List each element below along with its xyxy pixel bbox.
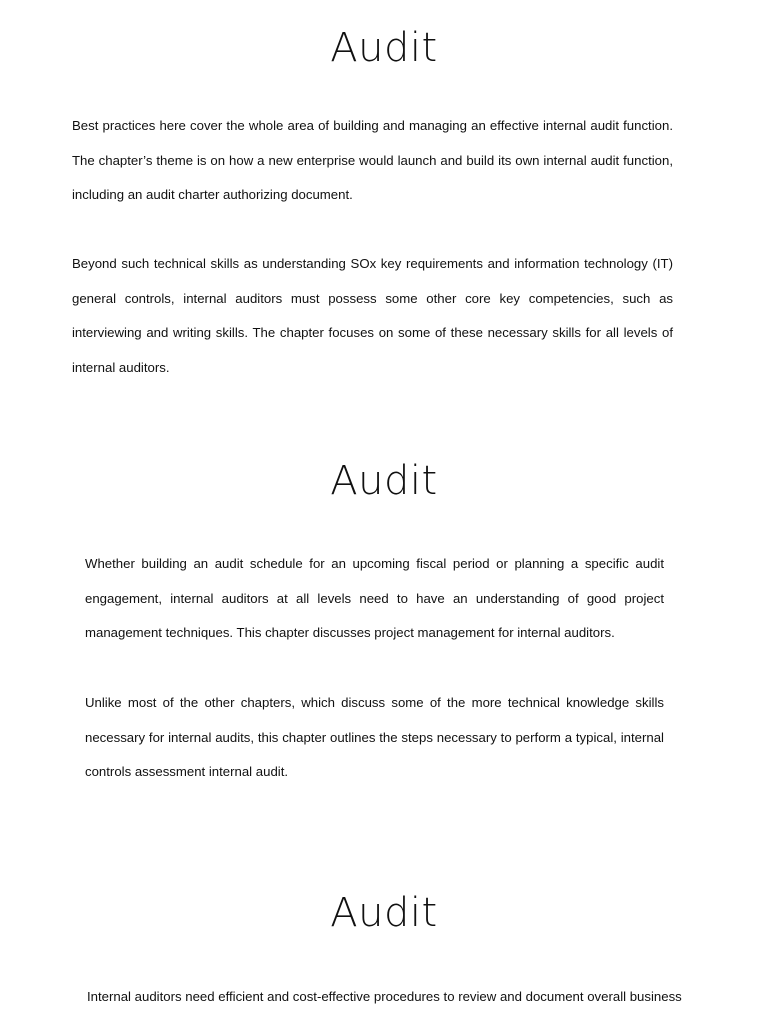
section-2-paragraph-1: Whether building an audit schedule for an upcoming fiscal period or planning a specific audit engagement, internal auditors at all levels need to have an understanding of good project management techniques. This chapter discusses project management for internal auditors.	[85, 556, 664, 641]
section-1-heading: Audit	[330, 25, 438, 71]
section-2-heading: Audit	[330, 458, 438, 504]
section-1-paragraph-1: Best practices here cover the whole area of building and managing an effective internal audit function. The chapter’s theme is on how a new enterprise would launch and build its own internal audit function, including an audit charter authorizing document.	[72, 118, 673, 203]
section-3-heading: Audit	[330, 890, 438, 936]
section-1-paragraph-2: Beyond such technical skills as understanding SOx key requirements and information technology (IT) general controls, internal auditors must possess some other core key competencies, such as interviewing and writing skills. The chapter focuses on some of these necessary skills for all levels of internal auditors.	[72, 256, 673, 375]
section-2-paragraph-2: Unlike most of the other chapters, which discuss some of the more technical knowledge skills necessary for internal audits, this chapter outlines the steps necessary to perform a typical, internal controls assessment internal audit.	[85, 695, 664, 780]
section-3-paragraph-1: Internal auditors need efficient and cost-effective procedures to review and document overall business	[87, 989, 682, 1004]
